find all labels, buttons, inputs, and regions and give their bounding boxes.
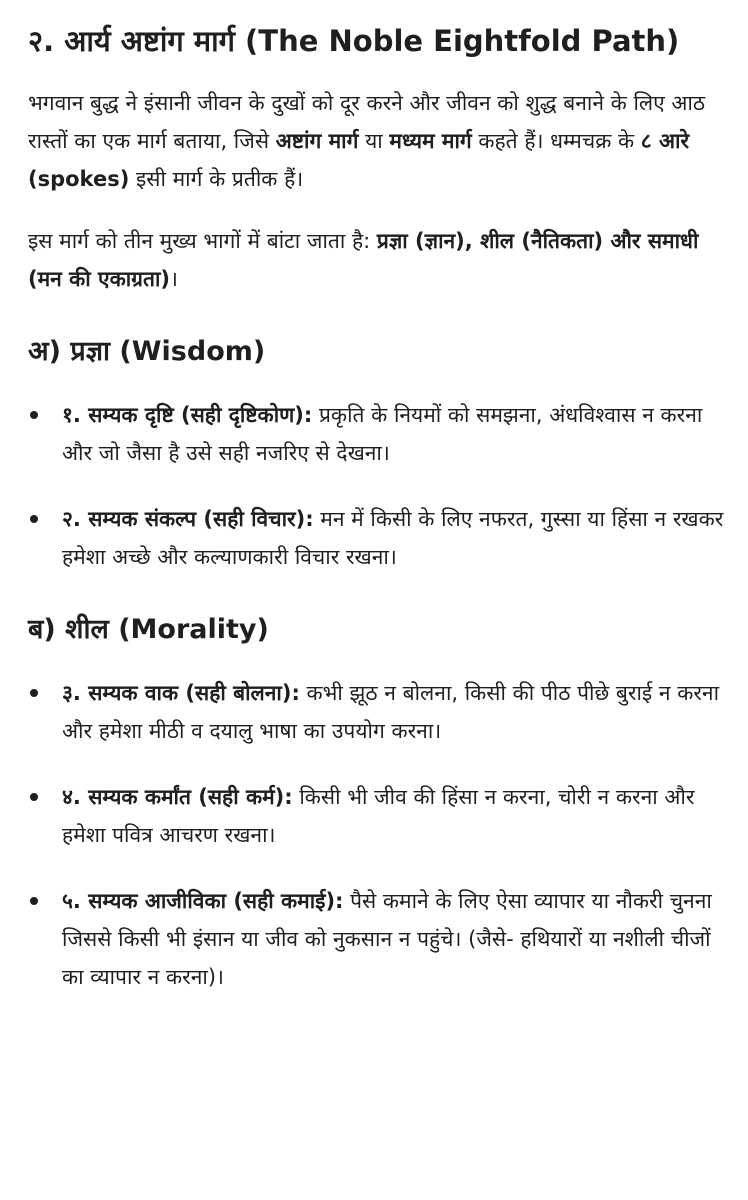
list-item — [28, 882, 728, 996]
item-label: ५. सम्यक आजीविका (सही कमाई): — [62, 889, 344, 913]
bullet-icon — [30, 411, 38, 419]
item-label: ३. सम्यक वाक (सही बोलना): — [62, 681, 300, 705]
item-text: पैसे कमाने के लिए ऐसा व्यापार या नौकरी चुनना जिससे किसी भी इंसान या जीव को नुकसान न पहुंचे। (जैसे- हथियारों या नशीली चीजों का व्यापार न करना)। — [62, 889, 712, 989]
intro-text: कहते हैं। धम्मचक्र के — [471, 129, 641, 153]
list-item — [28, 778, 728, 854]
bullet-list-morality — [28, 674, 728, 996]
intro-paragraph-2 — [28, 222, 728, 298]
intro-text: इसी मार्ग के प्रतीक हैं। — [129, 167, 304, 191]
bullet-icon — [30, 897, 38, 905]
bullet-icon — [30, 689, 38, 697]
list-item — [28, 396, 728, 472]
intro-text: भगवान बुद्ध ने इंसानी जीवन के दुखों को दूर करने और जीवन को शुद्ध बनाने के लिए आठ रास्तों का एक मार्ग बताया, जिसे — [28, 91, 706, 153]
intro-text: इस मार्ग को तीन मुख्य भागों में बांटा जाता है: — [28, 229, 377, 253]
item-text: प्रकृति के नियमों को समझना, अंधविश्वास न करना और जो जैसा है उसे सही नजरिए से देखना। — [62, 403, 703, 465]
item-label: २. सम्यक संकल्प (सही विचार): — [62, 507, 314, 531]
section-heading-wisdom: अ) प्रज्ञा (Wisdom) — [28, 336, 266, 367]
intro-bold-term: ८ आरे (spokes) — [28, 129, 690, 191]
bullet-icon — [30, 515, 38, 523]
bullet-icon — [30, 793, 38, 801]
intro-bold-term: अष्टांग मार्ग — [275, 129, 359, 153]
intro-text: या — [358, 129, 390, 153]
item-text: मन में किसी के लिए नफरत, गुस्सा या हिंसा न रखकर हमेशा अच्छे और कल्याणकारी विचार रखना। — [62, 507, 724, 569]
list-item — [28, 674, 728, 750]
item-text: कभी झूठ न बोलना, किसी की पीठ पीछे बुराई न करना और हमेशा मीठी व दयालु भाषा का उपयोग करना। — [62, 681, 720, 743]
item-text: किसी भी जीव की हिंसा न करना, चोरी न करना और हमेशा पवित्र आचरण रखना। — [62, 785, 695, 847]
bullet-list-wisdom — [28, 396, 728, 576]
intro-paragraph-1 — [28, 84, 728, 198]
list-item — [28, 500, 728, 576]
section-heading-morality: ब) शील (Morality) — [28, 614, 269, 645]
item-label: ४. सम्यक कर्मांत (सही कर्म): — [62, 785, 293, 809]
intro-text: । — [170, 267, 178, 291]
item-label: १. सम्यक दृष्टि (सही दृष्टिकोण): — [62, 403, 313, 427]
main-heading: २. आर्य अष्टांग मार्ग (The Noble Eightfold Path) — [28, 24, 680, 58]
intro-bold-term: मध्यम मार्ग — [389, 129, 472, 153]
intro-bold-term: प्रज्ञा (ज्ञान), शील (नैतिकता) और समाधी (मन की एकाग्रता) — [28, 229, 699, 291]
